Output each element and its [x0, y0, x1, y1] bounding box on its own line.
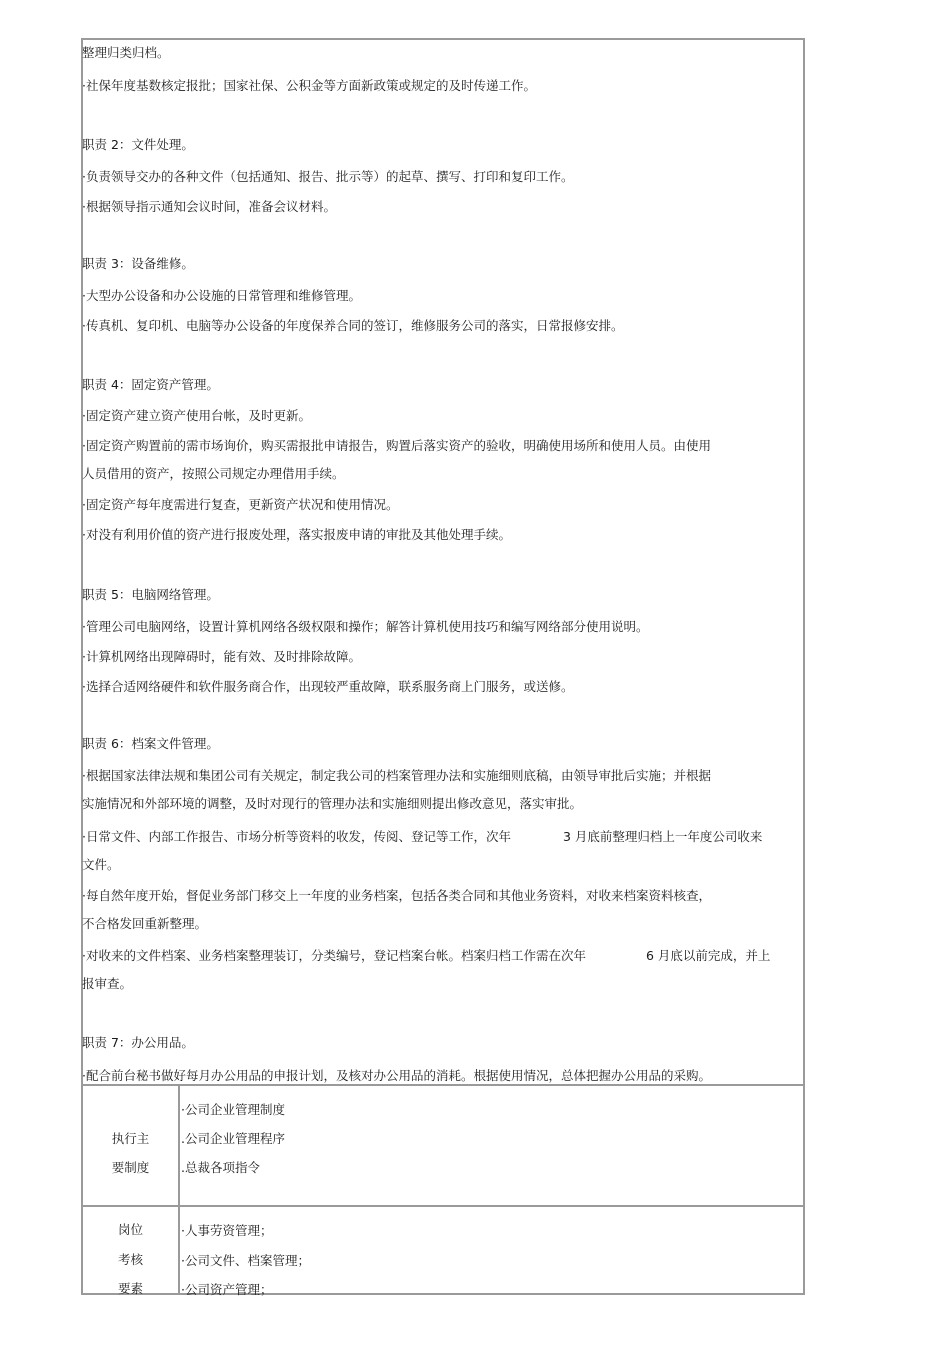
text-segment: ·日常文件、内部工作报告、市场分析等资料的收发，传阅、登记等工作，次年 — [82, 829, 511, 844]
text-line: ·社保年度基数核定报批；国家社保、公积金等方面新政策或规定的及时传递工作。 — [82, 78, 536, 93]
text-line: ·配合前台秘书做好每月办公用品的申报计划，及核对办公用品的消耗。根据使用情况，总体把握办公用品的采购。 — [82, 1068, 711, 1083]
text-line: 文件。 — [82, 857, 120, 872]
text-line: ·大型办公设备和办公设施的日常管理和维修管理。 — [82, 288, 361, 303]
table-column-divider — [178, 1085, 180, 1295]
text-line: ·负责领导交办的各种文件（包括通知、报告、批示等）的起草、撰写、打印和复印工作。 — [82, 169, 574, 184]
regulations-label-line: 执行主 — [111, 1131, 150, 1146]
regulations-label-line: 要制度 — [111, 1160, 150, 1175]
text-segment: 3 月底前整理归档上一年度公司收来 — [562, 829, 763, 844]
text-line: ·每自然年度开始，督促业务部门移交上一年度的业务档案，包括各类合同和其他业务资料，对收来档案资料核查， — [82, 888, 711, 903]
duty-heading: 职责 5：电脑网络管理。 — [82, 587, 219, 602]
regulation-item: ·公司企业管理制度 — [181, 1102, 285, 1117]
text-line: 报审查。 — [82, 976, 133, 991]
duty-heading: 职责 7：办公用品。 — [82, 1035, 194, 1050]
text-line: ·计算机网络出现障碍时，能有效、及时排除故障。 — [82, 649, 361, 664]
text-line — [82, 828, 762, 846]
regulation-item: .公司企业管理程序 — [181, 1131, 285, 1146]
assessment-label-line: 岗位 — [117, 1222, 143, 1237]
text-segment: ·对收来的文件档案、业务档案整理装订，分类编号，登记档案台帐。档案归档工作需在次年 — [82, 948, 586, 963]
text-segment: 6 月底以前完成，并上 — [645, 948, 771, 963]
text-line: ·固定资产每年度需进行复查，更新资产状况和使用情况。 — [82, 497, 399, 512]
table-top-border — [81, 1084, 805, 1086]
text-line: 整理归类归档。 — [82, 45, 170, 60]
assessment-item: ·公司资产管理； — [181, 1282, 273, 1297]
text-line: 人员借用的资产，按照公司规定办理借用手续。 — [82, 466, 345, 481]
assessment-label-line: 考核 — [117, 1252, 143, 1267]
assessment-item: ·公司文件、档案管理； — [181, 1253, 310, 1268]
duty-heading: 职责 3：设备维修。 — [82, 256, 194, 271]
assessment-item: ·人事劳资管理； — [181, 1223, 273, 1238]
text-line — [82, 947, 770, 965]
text-line: ·根据领导指示通知会议时间，准备会议材料。 — [82, 199, 336, 214]
text-line: ·传真机、复印机、电脑等办公设备的年度保养合同的签订，维修服务公司的落实，日常报修安排。 — [82, 318, 624, 333]
table-row-divider — [81, 1205, 805, 1207]
text-line: ·对没有利用价值的资产进行报废处理，落实报废申请的审批及其他处理手续。 — [82, 527, 511, 542]
text-line: ·根据国家法律法规和集团公司有关规定，制定我公司的档案管理办法和实施细则底稿，由领导审批后实施；并根据 — [82, 768, 711, 783]
text-line: 不合格发回重新整理。 — [82, 916, 208, 931]
assessment-label-line: 要素 — [117, 1281, 143, 1296]
text-line: ·管理公司电脑网络，设置计算机网络各级权限和操作；解答计算机使用技巧和编写网络部分使用说明。 — [82, 619, 649, 634]
text-line: ·固定资产建立资产使用台帐，及时更新。 — [82, 408, 311, 423]
text-line: 实施情况和外部环境的调整，及时对现行的管理办法和实施细则提出修改意见，落实审批。 — [82, 796, 583, 811]
duty-heading: 职责 6：档案文件管理。 — [82, 736, 219, 751]
duty-heading: 职责 2：文件处理。 — [82, 137, 194, 152]
text-line: ·固定资产购置前的需市场询价，购买需报批申请报告，购置后落实资产的验收，明确使用场所和使用人员。由使用 — [82, 438, 711, 453]
text-line: ·选择合适网络硬件和软件服务商合作，出现较严重故障，联系服务商上门服务，或送修。 — [82, 679, 574, 694]
duty-heading: 职责 4：固定资产管理。 — [82, 377, 219, 392]
regulation-item: .总裁各项指令 — [181, 1160, 260, 1175]
